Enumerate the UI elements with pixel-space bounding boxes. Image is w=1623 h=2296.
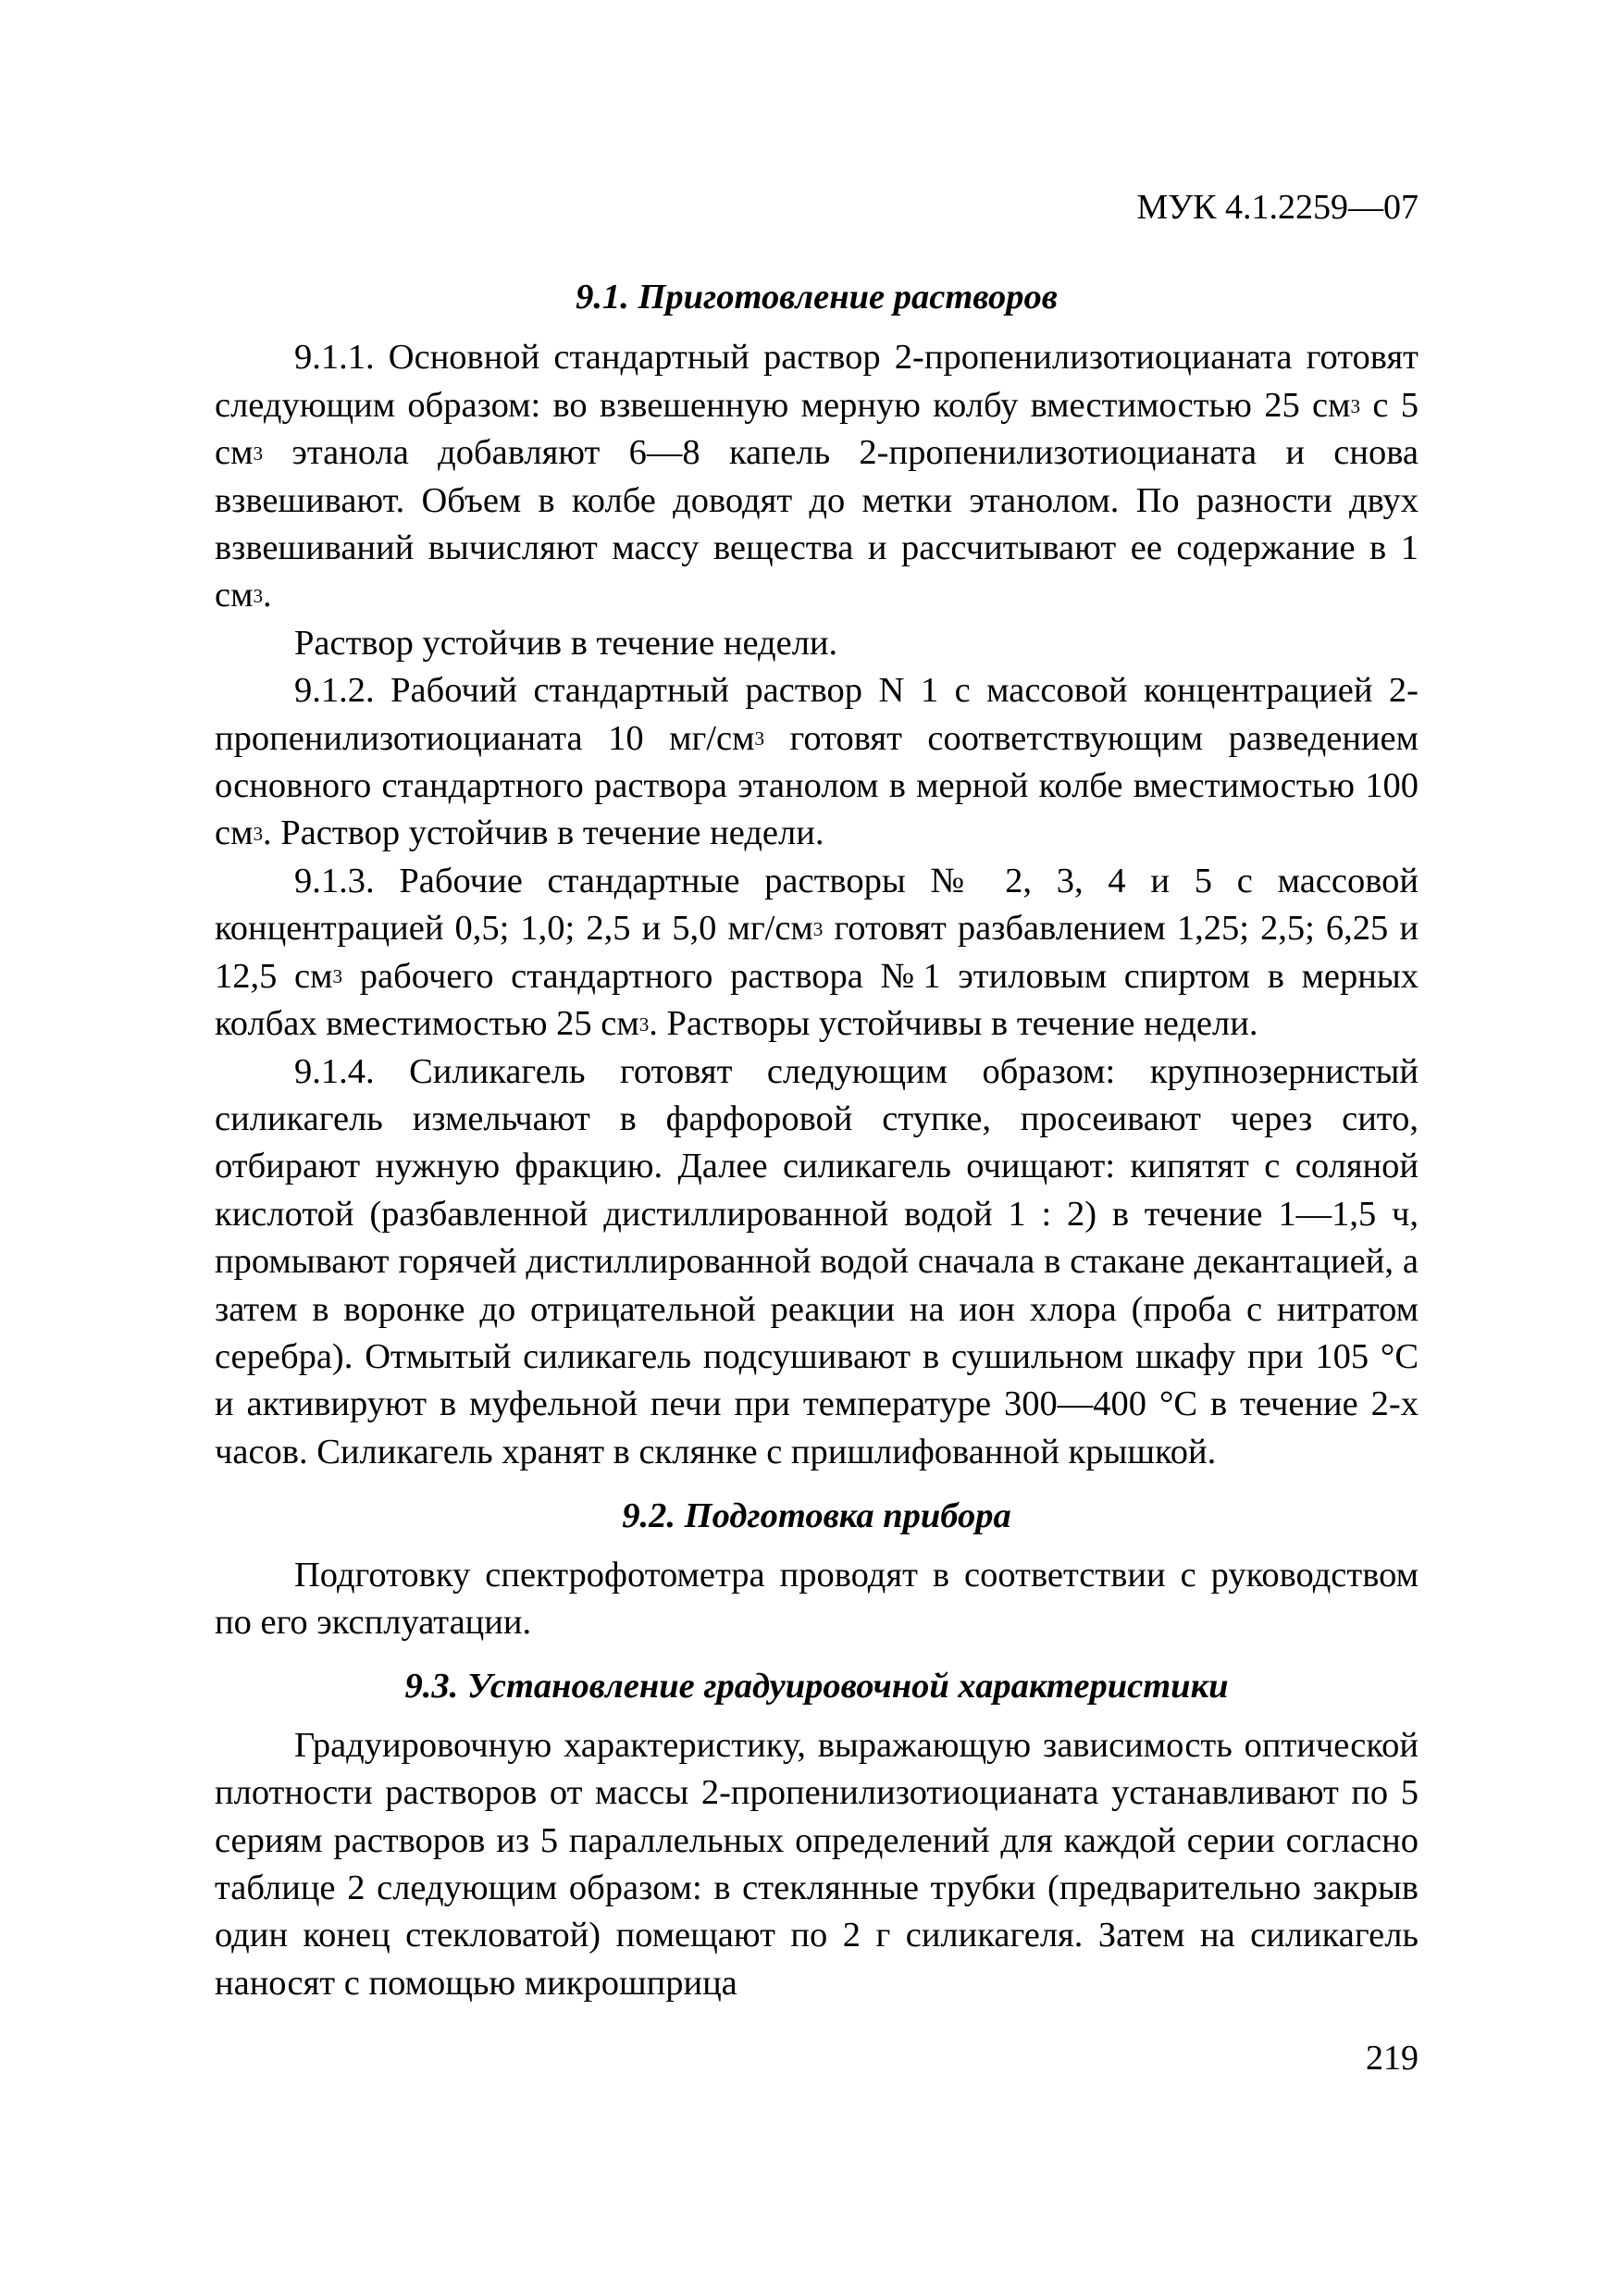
section-9-3-heading: 9.3. Установление градуировочной характеристики	[404, 1667, 1229, 1706]
page-content	[215, 274, 1419, 2007]
section-9-1-heading: 9.1. Приготовление растворов	[576, 278, 1058, 316]
section-9-2-heading: 9.2. Подготовка прибора	[622, 1496, 1011, 1536]
page-number: 219	[1366, 2039, 1419, 2078]
paragraph-9-1-1: 9.1.1. Основной стандартный раствор 2-пропенилизотиоцианата готовят следующим образом: во взвешенную мерную колбу вместимостью 25 $см^3$ с 5 $см^3$ этанола добавляют 6—8 капель 2-пропенилизотиоцианата и снова взвешивают. Объем в колбе доводят до метки этанолом. По разности двух взвешиваний вычисляют массу вещества и рассчитывают ее содержание в 1 $см^3$.	[215, 338, 1419, 615]
paragraph-9-2: Подготовку спектрофотометра проводят в соответствии с руководством по его эксплуатации.	[215, 1555, 1419, 1642]
paragraph-9-1-3: 9.1.3. Рабочие стандартные растворы № 2, 3, 4 и 5 с массовой концентрацией 0,5; 1,0; 2,5 и 5,0 $мг/см^3$ готовят разбавлением 1,25; 2,5; 6,25 и 12,5 $см^3$ рабочего стандартного раствора №1 этиловым спиртом в мерных колбах вместимостью 25 $см^3$. Растворы устойчивы в течение недели.	[215, 861, 1419, 1044]
paragraph-9-3: Градуировочную характеристику, выражающую зависимость оптической плотности растворов от массы 2-пропенилизотиоцианата устанавливают по 5 сериям растворов из 5 параллельных определений для каждой серии согласно таблице 2 следующим образом: в стеклянные трубки (предварительно закрыв один конец стекловатой) помещают по 2 г силикагеля. Затем на силикагель наносят с помощью микрошприца	[215, 1725, 1419, 2003]
paragraph-9-1-4: 9.1.4. Силикагель готовят следующим образом: крупнозернистый силикагель измельчают в фарфоровой ступке, просеивают через сито, отбирают нужную фракцию. Далее силикагель очищают: кипятят с соляной кислотой (разбавленной дистиллированной водой 1 : 2) в течение 1—1,5 ч, промывают горячей дистиллированной водой сначала в стакане декантацией, а затем в воронке до отрицательной реакции на ион хлора (проба с нитратом серебра). Отмытый силикагель подсушивают в сушильном шкафу при 105 °С и активируют в муфельной печи при температуре 300—400 °С в течение 2-х часов. Силикагель хранят в склянке с пришлифованной крышкой.	[215, 1051, 1419, 1471]
paragraph-stability-note: Раствор устойчив в течение недели.	[294, 623, 838, 663]
paragraph-9-1-2: 9.1.2. Рабочий стандартный раствор N 1 с массовой концентрацией 2-пропенилизотиоцианата 10 $мг/см^3$ готовят соответствующим разведением основного стандартного раствора этанолом в мерной колбе вместимостью 100 $см^3$. Раствор устойчив в течение недели.	[215, 671, 1419, 853]
document-code: МУК 4.1.2259—07	[1136, 188, 1419, 227]
